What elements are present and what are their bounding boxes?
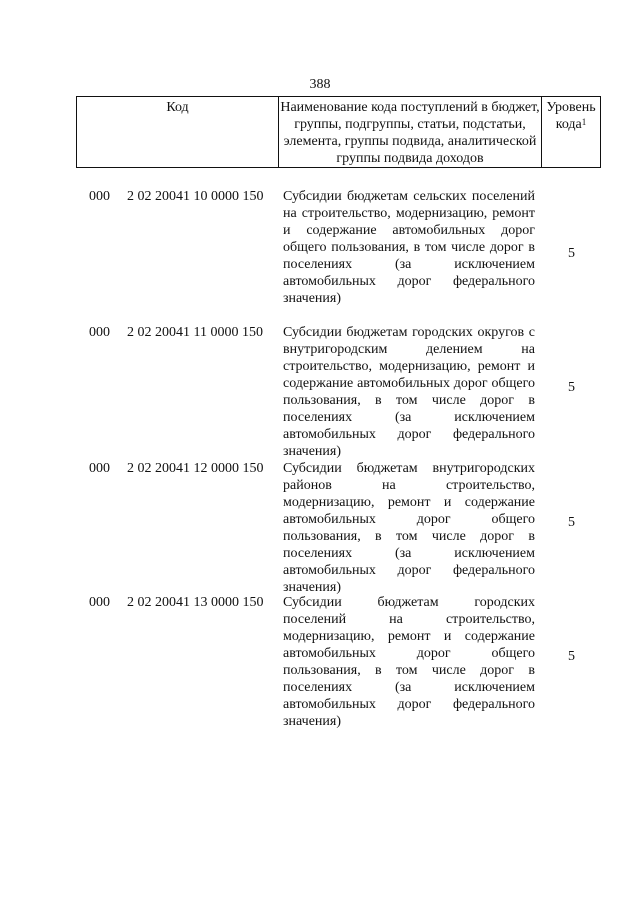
row-level: 5 — [568, 515, 575, 530]
header-name: Наименование кода поступлений в бюджет, группы, подгруппы, статьи, подстатьи, элемента, группы подвида, аналитической группы подвида доходов — [279, 97, 542, 168]
row-description: Субсидии бюджетам внутригородских районов на строительство, модернизацию, ремонт и содержание автомобильных дорог общего пользования, в том числе дорог в поселениях (за исключением автомобильных дорог федерального значения) — [283, 461, 535, 595]
row-prefix: 000 — [89, 189, 110, 204]
table-header — [76, 96, 601, 168]
row-description: Субсидии бюджетам сельских поселений на строительство, модернизацию, ремонт и содержание автомобильных дорог общего пользования, в том числе дорог в поселениях (за исключением автомобильных дорог федерального значения) — [283, 189, 535, 306]
row-prefix: 000 — [89, 595, 110, 610]
row-code: 2 02 20041 12 0000 150 — [127, 461, 264, 476]
header-code: Код — [77, 97, 279, 168]
header-level-label: Уровень кода — [546, 100, 596, 132]
row-description: Субсидии бюджетам городских округов с внутригородским делением на строительство, модернизацию, ремонт и содержание автомобильных дорог общего пользования, в том числе дорог в поселениях (за исключением автомобильных дорог федерального значения) — [283, 325, 535, 459]
row-prefix: 000 — [89, 461, 110, 476]
row-level: 5 — [568, 246, 575, 261]
header-level — [542, 97, 601, 168]
row-code: 2 02 20041 13 0000 150 — [127, 595, 264, 610]
page-number: 388 — [309, 77, 331, 92]
row-description: Субсидии бюджетам городских поселений на строительство, модернизацию, ремонт и содержание автомобильных дорог общего пользования, в том числе дорог в поселениях (за исключением автомобильных дорог федерального значения) — [283, 595, 535, 729]
row-code: 2 02 20041 10 0000 150 — [127, 189, 264, 204]
row-code: 2 02 20041 11 0000 150 — [127, 325, 263, 340]
row-level: 5 — [568, 380, 575, 395]
row-prefix: 000 — [89, 325, 110, 340]
row-level: 5 — [568, 649, 575, 664]
header-level-footnote: 1 — [581, 117, 587, 127]
